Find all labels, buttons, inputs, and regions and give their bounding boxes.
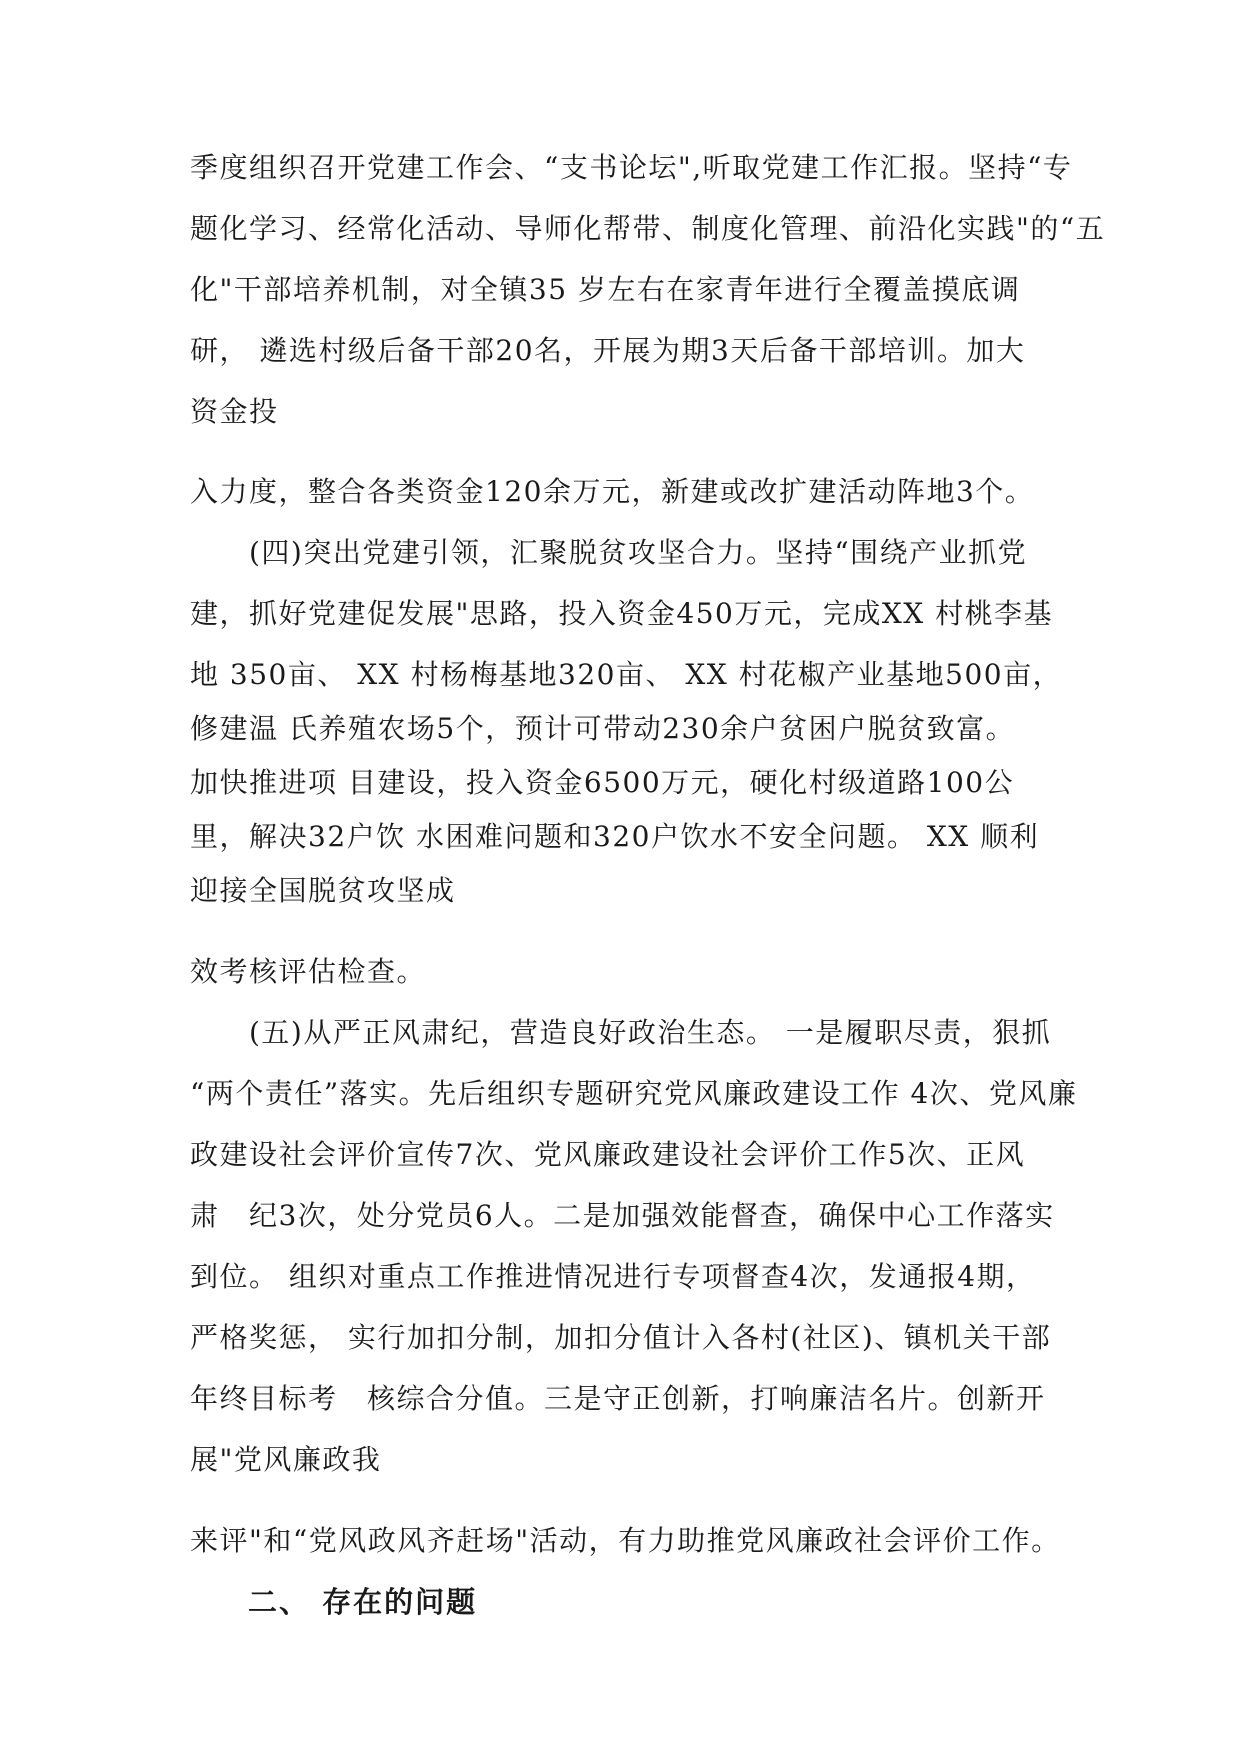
text-line: 政建设社会评价宣传7次、党风廉政建设社会评价工作5次、正风 <box>190 1138 1026 1171</box>
text-line: 肃 纪3次，处分党员6人。二是加强效能督查，确保中心工作落实 <box>190 1199 1055 1232</box>
text-line: 研， 遴选村级后备干部20名，开展为期3天后备干部培训。加大 <box>190 334 1026 367</box>
text-line: 加快推进项 目建设，投入资金6500万元，硬化村级道路100公 <box>190 766 1015 799</box>
paragraph-start-line: (四)突出党建引领，汇聚脱贫攻坚合力。坚持“围绕产业抓党 <box>190 536 1028 569</box>
text-line: 修建温 氏养殖农场5个，预计可带动230余户贫困户脱贫致富。 <box>190 712 1016 745</box>
text-line: 入力度，整合各类资金120余万元，新建或改扩建活动阵地3个。 <box>190 475 1035 508</box>
text-line: “两个责任”落实。先后组织专题研究党风廉政建设工作 4次、党风廉 <box>190 1077 1078 1110</box>
text-line: 严格奖惩， 实行加扣分制，加扣分值计入各村(社区)、镇机关干部 <box>190 1321 1052 1354</box>
text-line: 来评"和“党风政风齐赶场"活动，有力助推党风廉政社会评价工作。 <box>190 1524 1061 1557</box>
text-line: 化"干部培养机制，对全镇35 岁左右在家青年进行全覆盖摸底调 <box>190 273 1021 306</box>
text-line: 迎接全国脱贫攻坚成 <box>190 874 456 907</box>
text-line: 资金投 <box>190 395 279 428</box>
text-line: 效考核评估检查。 <box>190 955 427 988</box>
text-line: 季度组织召开党建工作会、“支书论坛",听取党建工作汇报。坚持“专 <box>190 151 1073 184</box>
text-line: 题化学习、经常化活动、导师化帮带、制度化管理、前沿化实践"的“五 <box>190 212 1106 245</box>
text-line: 建，抓好党建促发展"思路，投入资金450万元，完成XX 村桃李基 <box>190 597 1054 630</box>
text-line: 里，解决32户饮 水困难问题和320户饮水不安全问题。 XX 顺利 <box>190 820 1040 853</box>
text-line: 到位。 组织对重点工作推进情况进行专项督查4次，发通报4期， <box>190 1260 1036 1293</box>
paragraph-start-line: (五)从严正风肃纪，营造良好政治生态。 一是履职尽责，狠抓 <box>190 1016 1052 1049</box>
section-heading: 二、 存在的问题 <box>248 1585 478 1619</box>
text-line: 地 350亩、 XX 村杨梅基地320亩、 XX 村花椒产业基地500亩， <box>190 658 1063 691</box>
text-line: 展"党风廉政我 <box>190 1443 382 1476</box>
text-line: 年终目标考 核综合分值。三是守正创新，打响廉洁名片。创新开 <box>190 1382 1046 1415</box>
